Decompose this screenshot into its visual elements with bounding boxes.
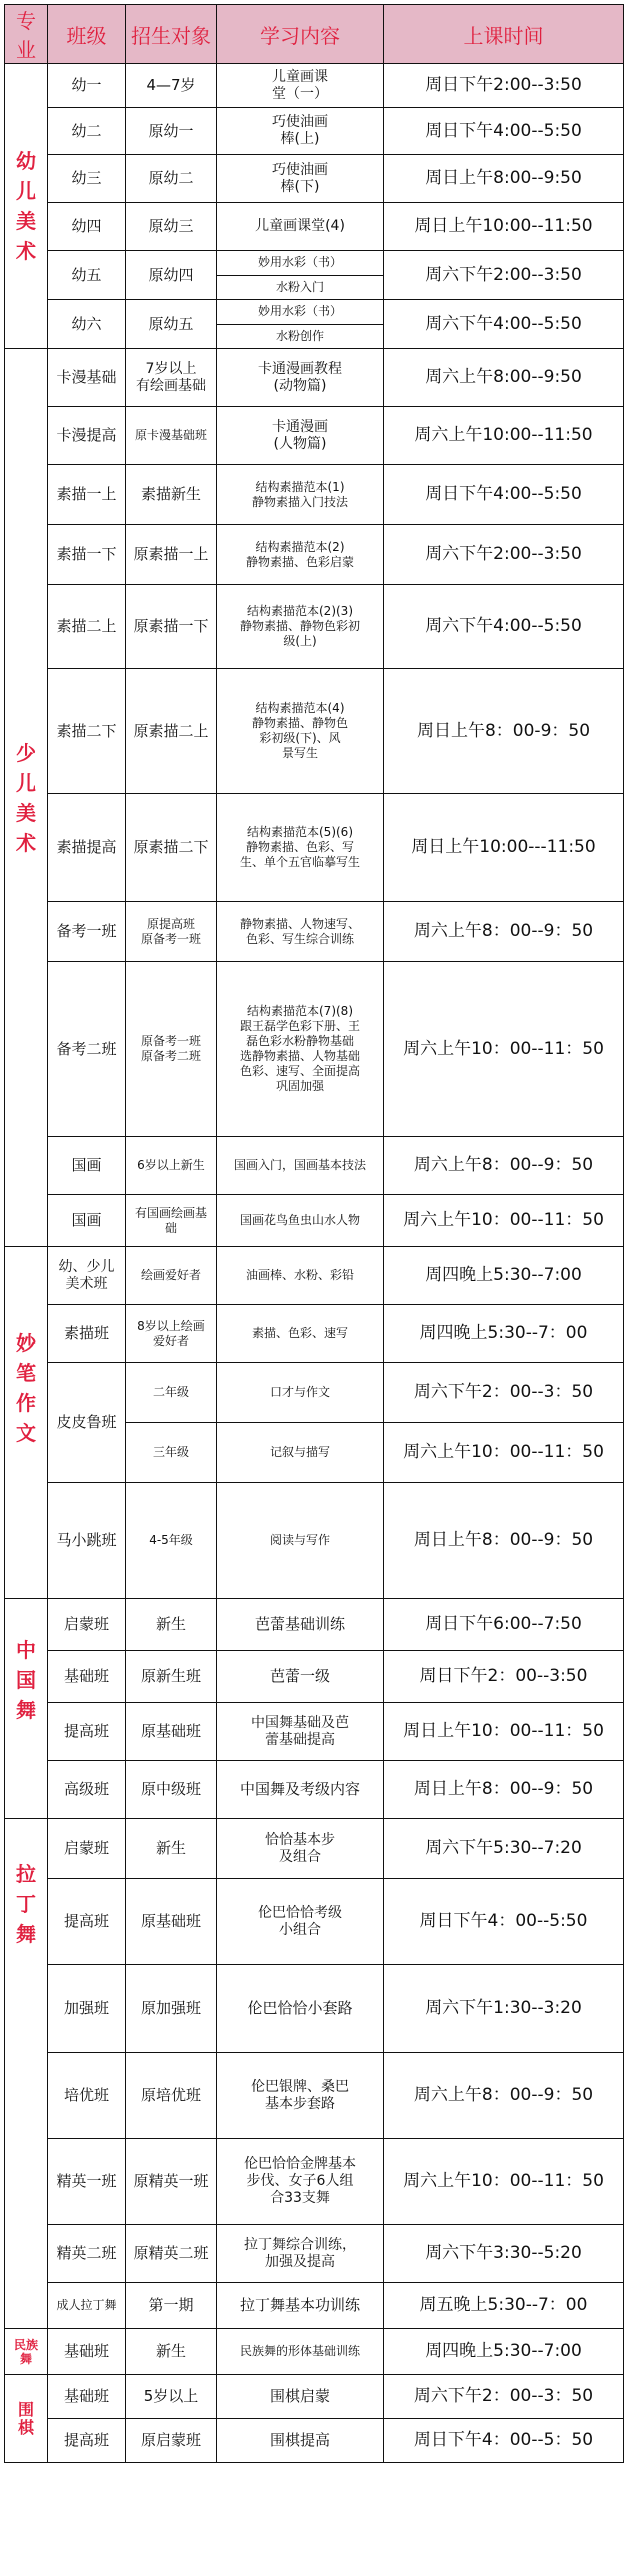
content-cell: 口才与作文 xyxy=(217,1363,384,1423)
time-cell: 周日上午8：00--9：50 xyxy=(384,1761,624,1819)
time-cell: 周六下午5:30--7:20 xyxy=(384,1819,624,1879)
class-cell: 精英二班 xyxy=(48,2225,126,2283)
target-cell: 绘画爱好者 xyxy=(126,1247,217,1305)
content-cell: 卡通漫画 (人物篇) xyxy=(217,407,384,465)
class-cell: 备考一班 xyxy=(48,902,126,962)
time-cell: 周六下午2：00--3：50 xyxy=(384,1363,624,1423)
target-cell: 原素描一下 xyxy=(126,585,217,669)
table-row xyxy=(5,2419,624,2463)
target-cell: 原基础班 xyxy=(126,1879,217,1965)
time-cell: 周六上午8：00--9：50 xyxy=(384,2053,624,2139)
class-cell: 加强班 xyxy=(48,1965,126,2053)
content-cell: 围棋提高 xyxy=(217,2419,384,2463)
content-line: 水粉入门 xyxy=(217,275,383,300)
target-cell: 5岁以上 xyxy=(126,2375,217,2419)
class-cell: 幼六 xyxy=(48,300,126,349)
table-row xyxy=(5,1965,624,2053)
class-cell: 素描提高 xyxy=(48,794,126,902)
table-row xyxy=(5,2329,624,2375)
content-cell: 拉丁舞基本功训练 xyxy=(217,2283,384,2329)
content-line: 妙用水彩（书） xyxy=(257,255,342,270)
time-cell: 周六下午2:00--3:50 xyxy=(384,251,624,300)
time-cell: 周日上午8：00--9：50 xyxy=(384,1483,624,1599)
class-cell: 基础班 xyxy=(48,1651,126,1703)
class-cell: 启蒙班 xyxy=(48,1819,126,1879)
target-cell: 4-5年级 xyxy=(126,1483,217,1599)
content-cell: 儿童画课堂(4) xyxy=(217,203,384,251)
table-row xyxy=(5,962,624,1137)
target-cell: 原基础班 xyxy=(126,1703,217,1761)
table-row xyxy=(5,465,624,525)
table-row xyxy=(5,2225,624,2283)
content-cell: 巧使油画 棒(上) xyxy=(217,108,384,155)
table-row xyxy=(5,407,624,465)
table-row xyxy=(5,2139,624,2225)
header-major: 专业 xyxy=(5,5,48,64)
target-cell: 二年级 xyxy=(126,1363,217,1423)
content-cell: 静物素描、人物速写、 色彩、写生综合训练 xyxy=(217,902,384,962)
header-row xyxy=(5,5,624,64)
major-cell: 少儿美术 xyxy=(5,349,48,1247)
target-cell: 原加强班 xyxy=(126,1965,217,2053)
table-row xyxy=(5,1483,624,1599)
header-target: 招生对象 xyxy=(126,5,217,64)
content-cell: 国画入门，国画基本技法 xyxy=(217,1137,384,1195)
class-cell: 卡漫提高 xyxy=(48,407,126,465)
content-cell: 结构素描范本(5)(6) 静物素描、色彩、写 生、单个五官临摹写生 xyxy=(217,794,384,902)
class-cell: 成人拉丁舞 xyxy=(48,2283,126,2329)
content-cell: 伦巴恰恰小套路 xyxy=(217,1965,384,2053)
content-cell: 卡通漫画教程 (动物篇) xyxy=(217,349,384,407)
table-row xyxy=(5,155,624,203)
class-cell: 提高班 xyxy=(48,2419,126,2463)
target-cell: 6岁以上新生 xyxy=(126,1137,217,1195)
target-cell: 原提高班 原备考一班 xyxy=(126,902,217,962)
class-cell: 国画 xyxy=(48,1195,126,1247)
target-cell: 原幼四 xyxy=(126,251,217,300)
target-cell: 三年级 xyxy=(126,1423,217,1483)
class-cell: 精英一班 xyxy=(48,2139,126,2225)
time-cell: 周日下午4：00--5：50 xyxy=(384,2419,624,2463)
class-cell: 启蒙班 xyxy=(48,1599,126,1651)
time-cell: 周六上午8：00--9：50 xyxy=(384,1137,624,1195)
target-cell: 新生 xyxy=(126,1819,217,1879)
class-cell: 素描班 xyxy=(48,1305,126,1363)
table-row xyxy=(5,794,624,902)
time-cell: 周六上午8:00--9:50 xyxy=(384,349,624,407)
content-cell: 结构素描范本(2)(3) 静物素描、静物色彩初 级(上) xyxy=(217,585,384,669)
content-cell: 芭蕾一级 xyxy=(217,1651,384,1703)
table-row xyxy=(5,1247,624,1305)
class-cell: 素描二上 xyxy=(48,585,126,669)
table-row xyxy=(5,1879,624,1965)
class-cell: 幼二 xyxy=(48,108,126,155)
time-cell: 周六下午1:30--3:20 xyxy=(384,1965,624,2053)
major-cell: 民族舞 xyxy=(5,2329,48,2375)
time-cell: 周日下午2:00--3:50 xyxy=(384,64,624,108)
time-cell: 周六下午2:00--3:50 xyxy=(384,525,624,585)
time-cell: 周六下午2：00--3：50 xyxy=(384,2375,624,2419)
class-cell: 幼四 xyxy=(48,203,126,251)
target-cell: 8岁以上绘画 爱好者 xyxy=(126,1305,217,1363)
header-content: 学习内容 xyxy=(217,5,384,64)
time-cell: 周四晚上5:30--7:00 xyxy=(384,1247,624,1305)
time-cell: 周六上午10:00--11:50 xyxy=(384,407,624,465)
class-cell: 提高班 xyxy=(48,1703,126,1761)
major-cell: 妙笔作文 xyxy=(5,1247,48,1599)
content-cell: 伦巴恰恰考级 小组合 xyxy=(217,1879,384,1965)
time-cell: 周四晚上5:30--7:00 xyxy=(384,2329,624,2375)
header-class: 班级 xyxy=(48,5,126,64)
target-cell: 原幼一 xyxy=(126,108,217,155)
table-row xyxy=(5,902,624,962)
table-row xyxy=(5,1305,624,1363)
content-cell: 中国舞基础及芭 蕾基础提高 xyxy=(217,1703,384,1761)
time-cell: 周日上午10：00--11：50 xyxy=(384,1703,624,1761)
target-cell: 原幼二 xyxy=(126,155,217,203)
target-cell: 原素描一上 xyxy=(126,525,217,585)
table-row xyxy=(5,64,624,108)
table-row xyxy=(5,1599,624,1651)
target-cell: 新生 xyxy=(126,2329,217,2375)
table-row xyxy=(5,2053,624,2139)
time-cell: 周日上午8：00-9：50 xyxy=(384,669,624,794)
content-cell: 民族舞的形体基础训练 xyxy=(217,2329,384,2375)
content-cell: 伦巴恰恰金牌基本 步伐、女子6人组 合33支舞 xyxy=(217,2139,384,2225)
table-row xyxy=(5,1195,624,1247)
content-cell xyxy=(217,251,384,300)
table-row xyxy=(5,1819,624,1879)
major-cell: 围棋 xyxy=(5,2375,48,2463)
content-cell: 围棋启蒙 xyxy=(217,2375,384,2419)
table-row xyxy=(5,1363,624,1423)
target-cell: 素描新生 xyxy=(126,465,217,525)
table-row xyxy=(5,1703,624,1761)
target-cell: 原中级班 xyxy=(126,1761,217,1819)
table-row xyxy=(5,1651,624,1703)
course-schedule-table xyxy=(4,4,624,2463)
target-cell: 原精英二班 xyxy=(126,2225,217,2283)
content-cell: 结构素描范本(4) 静物素描、静物色 彩初级(下)、风 景写生 xyxy=(217,669,384,794)
class-cell: 幼五 xyxy=(48,251,126,300)
content-cell xyxy=(217,300,384,349)
class-cell: 素描一上 xyxy=(48,465,126,525)
time-cell: 周日上午10:00--11:50 xyxy=(384,203,624,251)
target-cell: 原幼五 xyxy=(126,300,217,349)
content-cell: 记叙与描写 xyxy=(217,1423,384,1483)
time-cell: 周六上午8：00--9：50 xyxy=(384,902,624,962)
target-cell: 原培优班 xyxy=(126,2053,217,2139)
class-cell: 卡漫基础 xyxy=(48,349,126,407)
target-cell: 原素描二上 xyxy=(126,669,217,794)
class-cell: 幼一 xyxy=(48,64,126,108)
target-cell: 原备考一班 原备考二班 xyxy=(126,962,217,1137)
time-cell: 周六下午3:30--5:20 xyxy=(384,2225,624,2283)
class-cell: 培优班 xyxy=(48,2053,126,2139)
class-cell: 幼三 xyxy=(48,155,126,203)
target-cell: 原精英一班 xyxy=(126,2139,217,2225)
class-cell: 素描二下 xyxy=(48,669,126,794)
content-cell: 结构素描范本(1) 静物素描入门技法 xyxy=(217,465,384,525)
content-line: 水粉创作 xyxy=(217,324,383,349)
major-cell: 拉丁舞 xyxy=(5,1819,48,2329)
time-cell: 周日上午10:00---11:50 xyxy=(384,794,624,902)
target-cell: 新生 xyxy=(126,1599,217,1651)
table-row xyxy=(5,525,624,585)
content-cell: 中国舞及考级内容 xyxy=(217,1761,384,1819)
major-cell: 中国舞 xyxy=(5,1599,48,1819)
class-cell: 国画 xyxy=(48,1137,126,1195)
class-cell: 素描一下 xyxy=(48,525,126,585)
content-cell: 油画棒、水粉、彩铅 xyxy=(217,1247,384,1305)
content-cell: 儿童画课 堂（一） xyxy=(217,64,384,108)
time-cell: 周六上午10：00--11：50 xyxy=(384,962,624,1137)
table-row xyxy=(5,108,624,155)
target-cell: 原幼三 xyxy=(126,203,217,251)
target-cell: 有国画绘画基础 xyxy=(126,1195,217,1247)
target-cell: 7岁以上 有绘画基础 xyxy=(126,349,217,407)
time-cell: 周日下午6:00--7:50 xyxy=(384,1599,624,1651)
table-row xyxy=(5,349,624,407)
time-cell: 周六上午10：00--11：50 xyxy=(384,1195,624,1247)
target-cell: 原卡漫基础班 xyxy=(126,407,217,465)
class-cell: 基础班 xyxy=(48,2329,126,2375)
target-cell: 原启蒙班 xyxy=(126,2419,217,2463)
table-row xyxy=(5,300,624,349)
table-row xyxy=(5,1761,624,1819)
content-line: 妙用水彩（书） xyxy=(257,304,342,319)
time-cell: 周日下午4：00--5:50 xyxy=(384,1879,624,1965)
content-cell: 阅读与写作 xyxy=(217,1483,384,1599)
time-cell: 周五晚上5:30--7：00 xyxy=(384,2283,624,2329)
time-cell: 周六下午4:00--5:50 xyxy=(384,300,624,349)
table-row xyxy=(5,2375,624,2419)
content-cell: 芭蕾基础训练 xyxy=(217,1599,384,1651)
content-cell: 伦巴银牌、桑巴 基本步套路 xyxy=(217,2053,384,2139)
target-cell: 4—7岁 xyxy=(126,64,217,108)
content-cell: 拉丁舞综合训练， 加强及提高 xyxy=(217,2225,384,2283)
table-row xyxy=(5,203,624,251)
time-cell: 周日下午2：00--3:50 xyxy=(384,1651,624,1703)
content-cell: 结构素描范本(7)(8) 跟王磊学色彩下册、王 磊色彩水粉静物基础 选静物素描、人物基础 色彩、速写、全面提高 巩固加强 xyxy=(217,962,384,1137)
content-cell: 素描、色彩、速写 xyxy=(217,1305,384,1363)
table-row xyxy=(5,1137,624,1195)
content-cell: 巧使油画 棒(下) xyxy=(217,155,384,203)
table-row xyxy=(5,2283,624,2329)
content-cell: 恰恰基本步 及组合 xyxy=(217,1819,384,1879)
class-cell: 高级班 xyxy=(48,1761,126,1819)
time-cell: 周六下午4:00--5:50 xyxy=(384,585,624,669)
header-time: 上课时间 xyxy=(384,5,624,64)
class-cell: 皮皮鲁班 xyxy=(48,1363,126,1483)
table-row xyxy=(5,585,624,669)
content-cell: 结构素描范本(2) 静物素描、色彩启蒙 xyxy=(217,525,384,585)
content-cell: 国画花鸟鱼虫山水人物 xyxy=(217,1195,384,1247)
table-row xyxy=(5,669,624,794)
time-cell: 周四晚上5:30--7：00 xyxy=(384,1305,624,1363)
major-cell: 幼儿美术 xyxy=(5,64,48,349)
target-cell: 原素描二下 xyxy=(126,794,217,902)
class-cell: 备考二班 xyxy=(48,962,126,1137)
table-row xyxy=(5,251,624,300)
time-cell: 周六上午10：00--11：50 xyxy=(384,2139,624,2225)
time-cell: 周六上午10：00--11：50 xyxy=(384,1423,624,1483)
target-cell: 第一期 xyxy=(126,2283,217,2329)
target-cell: 原新生班 xyxy=(126,1651,217,1703)
class-cell: 幼、少儿 美术班 xyxy=(48,1247,126,1305)
time-cell: 周日上午8:00--9:50 xyxy=(384,155,624,203)
class-cell: 基础班 xyxy=(48,2375,126,2419)
time-cell: 周日下午4:00--5:50 xyxy=(384,465,624,525)
class-cell: 提高班 xyxy=(48,1879,126,1965)
time-cell: 周日下午4:00--5:50 xyxy=(384,108,624,155)
class-cell: 马小跳班 xyxy=(48,1483,126,1599)
